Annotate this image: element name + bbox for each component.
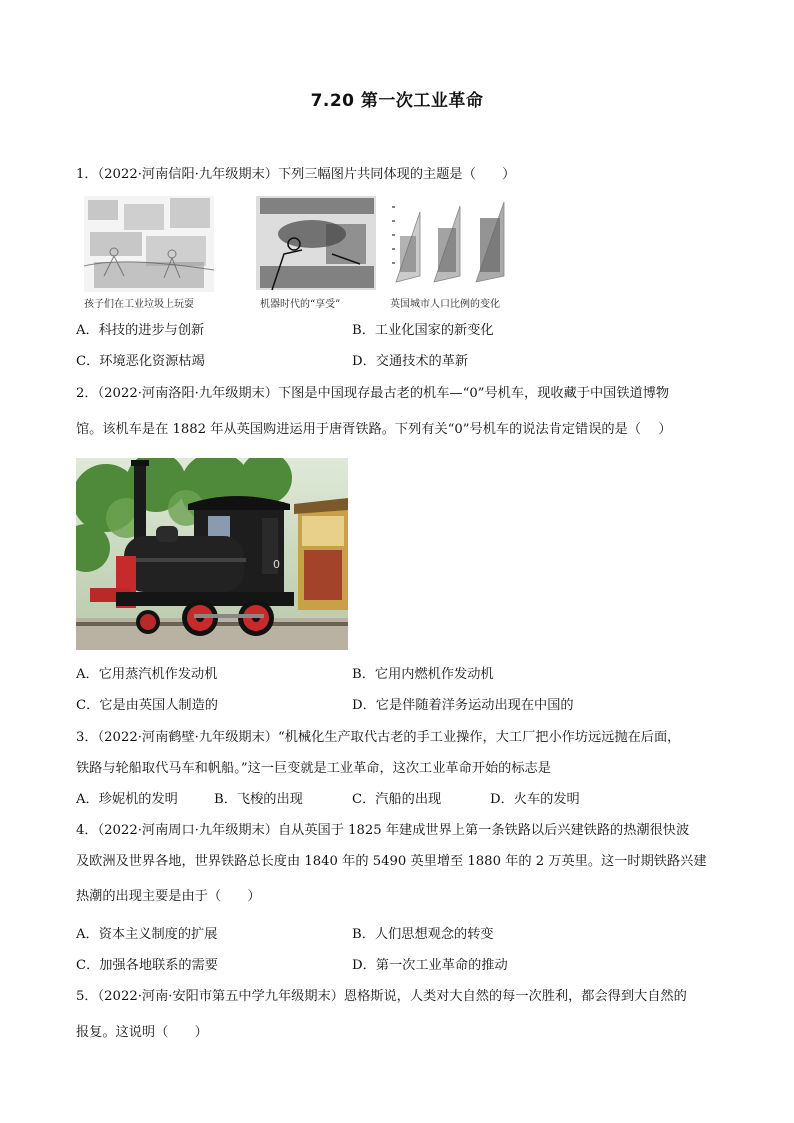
q1-caption-3: 英国城市人口比例的变化 bbox=[390, 299, 500, 310]
q2-option-a[interactable]: A．它用蒸汽机作发动机 bbox=[76, 667, 218, 682]
q2-option-d[interactable]: D．它是伴随着洋务运动出现在中国的 bbox=[352, 698, 574, 713]
q1-option-b[interactable]: B．工业化国家的新变化 bbox=[352, 323, 494, 338]
q3-option-c[interactable]: C．汽船的出现 bbox=[352, 792, 442, 807]
question-4-stem-line-1: 4．（2022·河南周口·九年级期末）自从英国于 1825 年建成世界上第一条铁路以后兴建铁路的热潮很快波 bbox=[76, 823, 690, 838]
q1-image-children-garbage bbox=[84, 196, 214, 292]
q2-option-c[interactable]: C．它是由英国人制造的 bbox=[76, 698, 218, 713]
question-3-stem-line-2: 铁路与轮船取代马车和帆船。”这一巨变就是工业革命，这次工业革命开始的标志是 bbox=[76, 761, 551, 776]
question-1-stem: 1．（2022·河南信阳·九年级期末）下列三幅图片共同体现的主题是（ ） bbox=[76, 167, 516, 182]
question-5-stem-line-2: 报复。这说明（ ） bbox=[76, 1025, 208, 1040]
question-5-stem-line-1: 5．（2022·河南·安阳市第五中学九年级期末）恩格斯说，人类对大自然的每一次胜利，都会得到大自然的 bbox=[76, 989, 687, 1004]
q1-caption-1: 孩子们在工业垃圾上玩耍 bbox=[84, 299, 194, 310]
locomotive-number: 0 bbox=[273, 558, 280, 571]
q2-option-b[interactable]: B．它用内燃机作发动机 bbox=[352, 667, 494, 682]
q1-option-d[interactable]: D．交通技术的革新 bbox=[352, 354, 469, 369]
q1-option-a[interactable]: A．科技的进步与创新 bbox=[76, 323, 205, 338]
page-title: 7.20 第一次工业革命 bbox=[310, 91, 484, 111]
q3-option-d[interactable]: D．火车的发明 bbox=[490, 792, 580, 807]
q1-image-machine-age bbox=[232, 194, 378, 292]
q1-option-c[interactable]: C．环境恶化资源枯竭 bbox=[76, 354, 205, 369]
question-2-stem-line-2: 馆。该机车是在 1882 年从英国购进运用于唐胥铁路。下列有关“0”号机车的说法肯定错误的是（ ） bbox=[76, 422, 672, 437]
question-4-stem-line-3: 热潮的出现主要是由于（ ） bbox=[76, 889, 261, 904]
locomotive-photo bbox=[76, 458, 348, 650]
q4-option-c[interactable]: C．加强各地联系的需要 bbox=[76, 958, 218, 973]
q3-option-a[interactable]: A．珍妮机的发明 bbox=[76, 792, 178, 807]
question-2-stem-line-1: 2．（2022·河南洛阳·九年级期末）下图是中国现存最古老的机车—“0”号机车，现收藏于中国铁道博物 bbox=[76, 386, 670, 401]
q4-option-d[interactable]: D．第一次工业革命的推动 bbox=[352, 958, 508, 973]
q4-option-a[interactable]: A．资本主义制度的扩展 bbox=[76, 927, 218, 942]
q4-option-b[interactable]: B．人们思想观念的转变 bbox=[352, 927, 494, 942]
q1-image-population-chart bbox=[390, 196, 520, 292]
q1-caption-2: 机器时代的“享受” bbox=[260, 299, 341, 310]
q3-option-b[interactable]: B．飞梭的出现 bbox=[214, 792, 303, 807]
question-4-stem-line-2: 及欧洲及世界各地，世界铁路总长度由 1840 年的 5490 英里增至 1880 年的 2 万英里。这一时期铁路兴建 bbox=[76, 854, 707, 869]
question-3-stem-line-1: 3．（2022·河南鹤壁·九年级期末）“机械化生产取代古老的手工业操作，大工厂把小作坊远远抛在后面， bbox=[76, 730, 681, 745]
